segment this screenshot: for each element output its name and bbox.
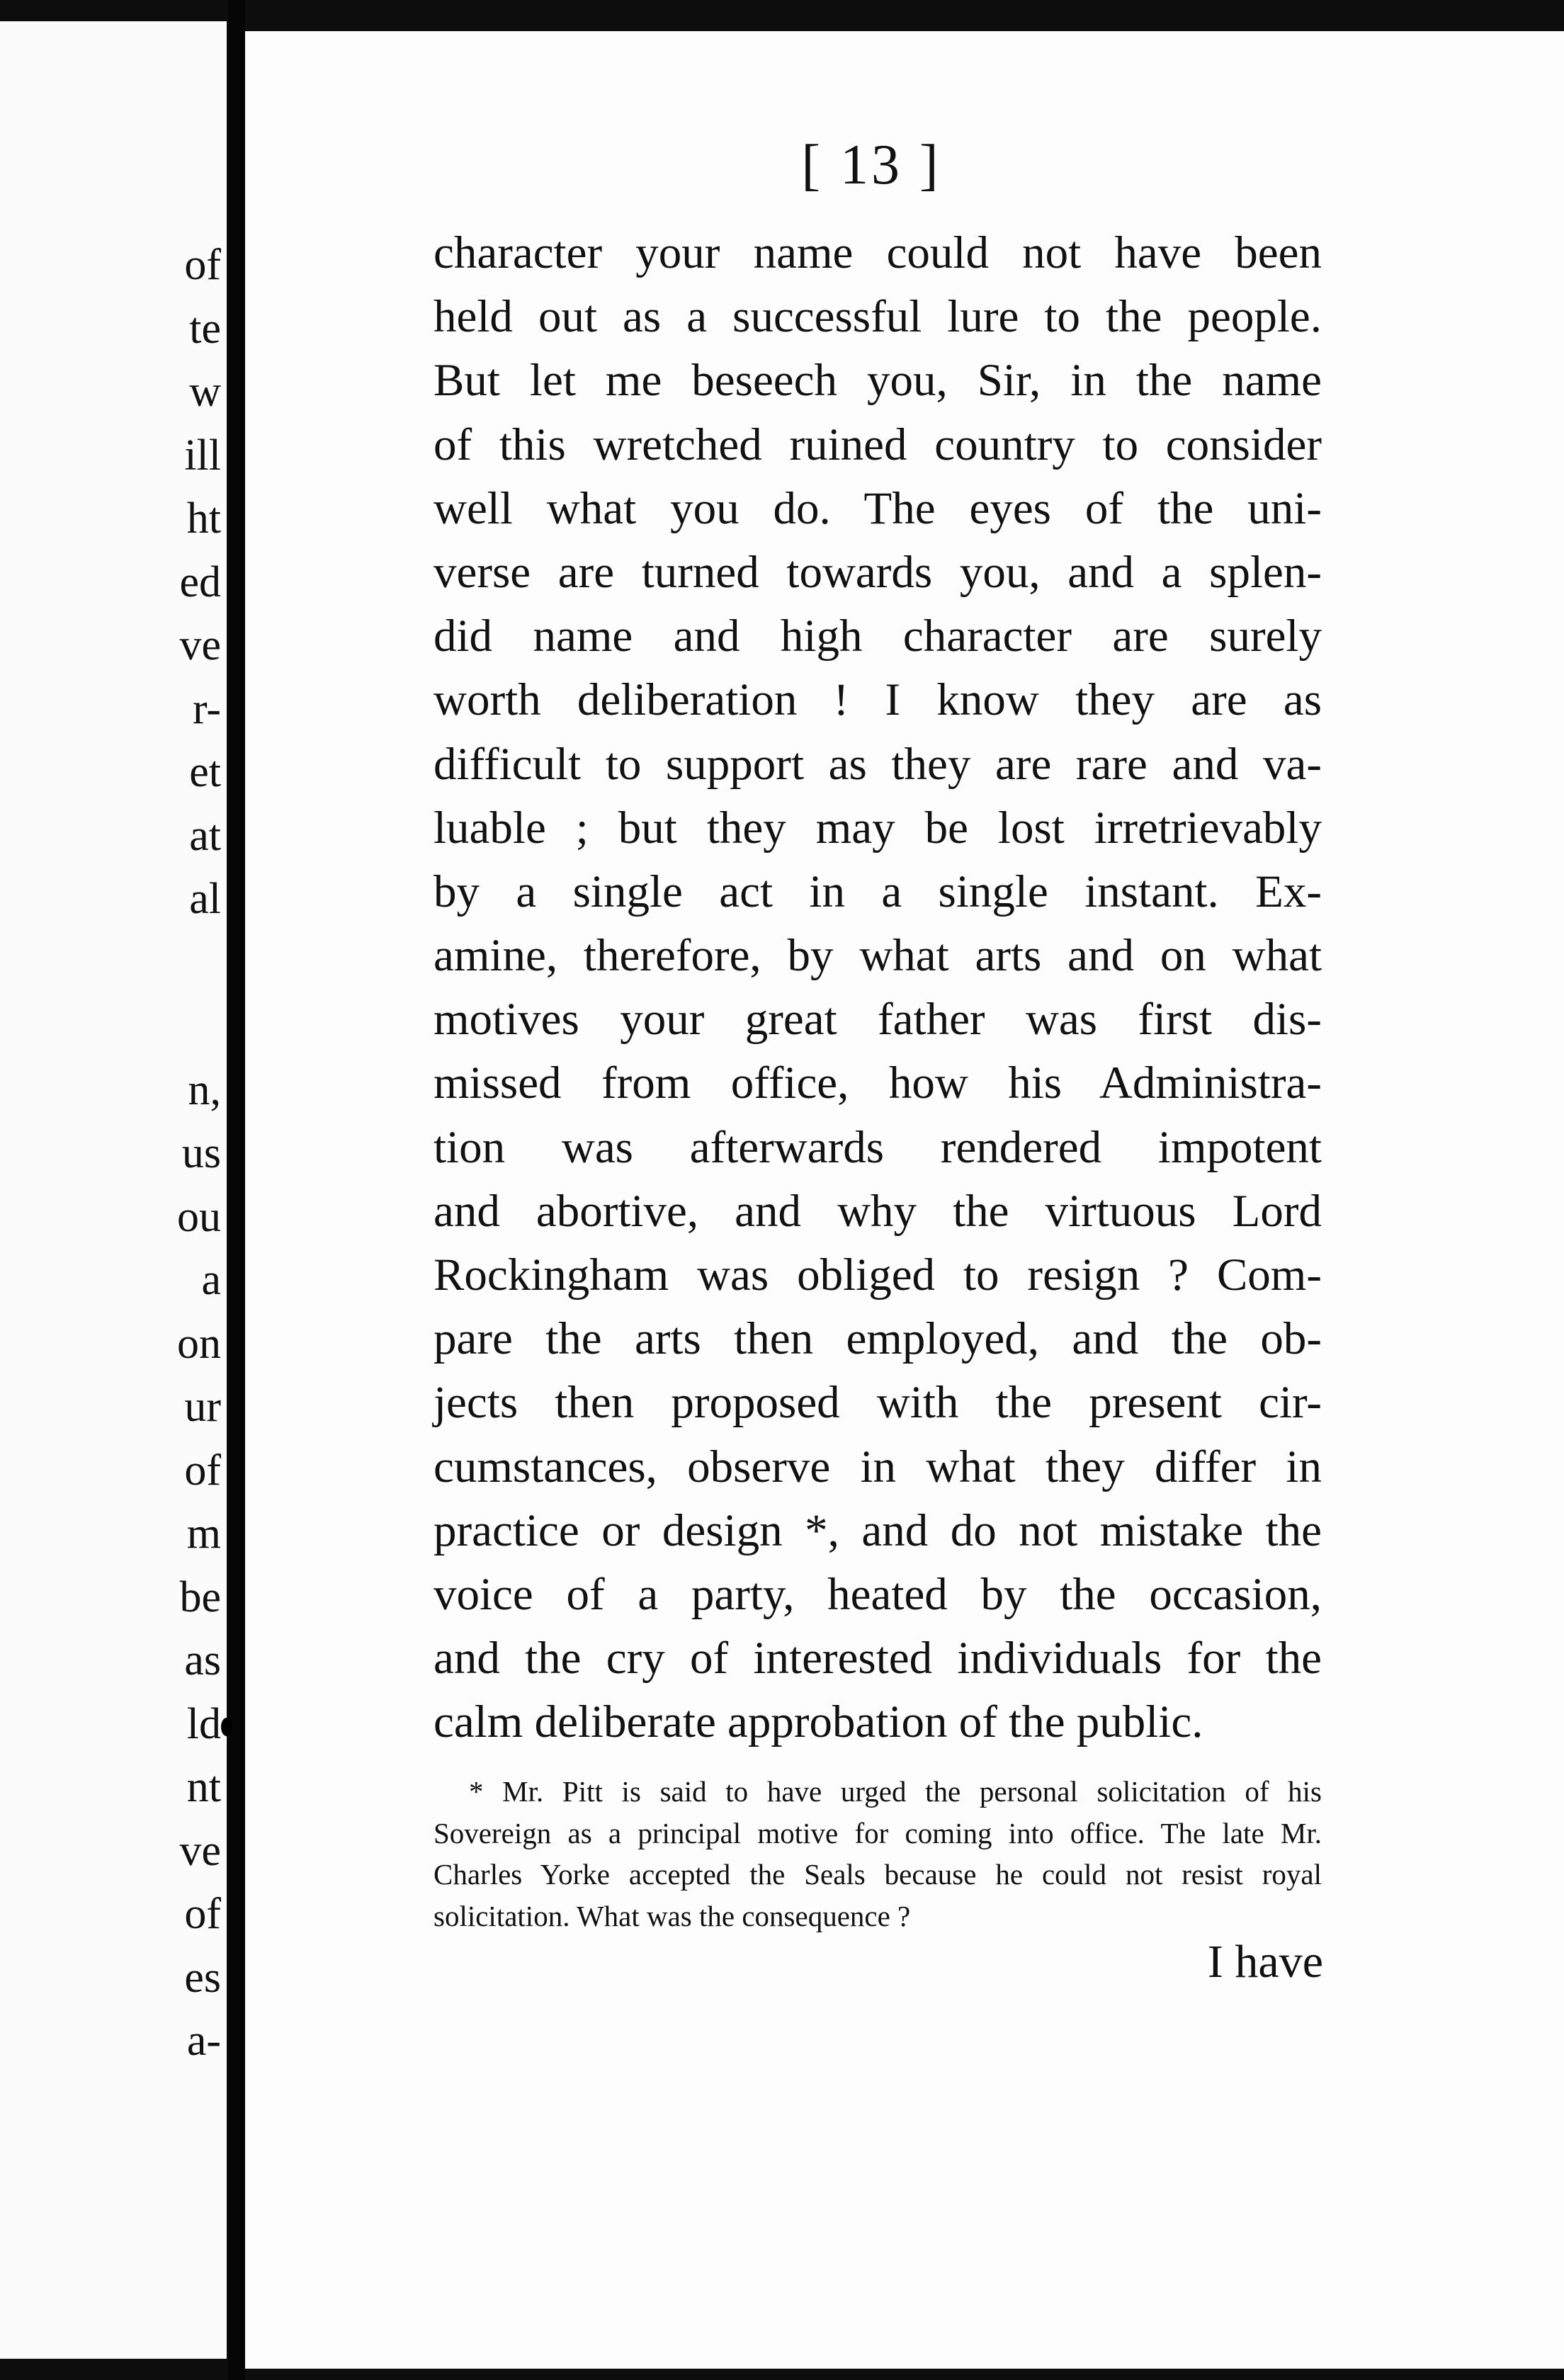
text-line: tion was afterwards rendered impotent [434,1121,1322,1173]
ink-blot [221,1718,232,1736]
left-fragment: ill [184,431,221,480]
left-fragment: ve [179,621,221,669]
left-fragment: nt [186,1763,221,1811]
left-fragment: of [184,1890,221,1938]
text-line: But let me beseech you, Sir, in the name [434,355,1322,407]
text-line: worth deliberation ! I know they are as [434,674,1322,726]
text-line: of this wretched ruined country to consider [434,419,1322,470]
footnote [434,1771,1322,1937]
text-line: calm deliberate approbation of the public. [434,1696,1203,1748]
left-fragment: ou [177,1192,221,1241]
text-line: and the cry of interested individuals for the [434,1633,1322,1684]
text-line: and abortive, and why the virtuous Lord [434,1185,1322,1237]
text-line: cumstances, observe in what they differ in [434,1441,1322,1492]
text-line: jects then proposed with the present cir- [434,1377,1322,1429]
text-line: well what you do. The eyes of the uni- [434,482,1322,534]
left-fragment: of [184,241,221,289]
left-fragment: ur [184,1383,221,1431]
text-line: luable ; but they may be lost irretrievably [434,802,1322,854]
left-fragment: ed [179,557,221,606]
left-fragment: us [181,1129,221,1177]
footnote-line: Sovereign as a principal motive for coming into office. The late Mr. [434,1816,1322,1849]
left-fragment: n, [188,1065,221,1114]
text-line: motives your great father was first dis- [434,994,1322,1046]
left-fragment: es [184,1953,221,2002]
text-line: by a single act in a single instant. Ex- [434,866,1322,917]
left-fragment: r- [192,684,221,733]
left-fragment: as [184,1636,221,1684]
left-page-text-edge [51,234,221,2073]
text-line: missed from office, how his Administra- [434,1058,1322,1109]
left-fragment: a- [186,2017,221,2065]
left-fragment: of [184,1446,221,1495]
book-gutter [228,0,245,2380]
text-line: Rockingham was obliged to resign ? Com- [434,1250,1322,1300]
left-fragment: al [189,875,221,923]
text-line: voice of a party, heated by the occasion, [434,1568,1322,1620]
left-fragment: ht [186,494,221,543]
text-line: practice or design *, and do not mistake the [434,1504,1322,1556]
catchword: I have [1207,1936,1323,1988]
left-page [0,21,227,2359]
left-fragment: be [179,1572,221,1621]
left-fragment-gap [51,931,221,1059]
text-line: pare the arts then employed, and the ob- [434,1313,1322,1365]
page-number: [ 13 ] [801,134,941,196]
footnote-line: solicitation. What was the consequence ? [434,1899,911,1932]
left-fragment: ld [186,1699,221,1748]
left-fragment: a [201,1256,221,1304]
body-text [434,221,1322,1755]
left-fragment: w [189,368,221,416]
left-fragment: et [189,748,221,796]
text-line: difficult to support as they are rare and va- [434,738,1322,790]
left-fragment: m [186,1509,221,1558]
footnote-line: * Mr. Pitt is said to have urged the personal solicitation of his [469,1775,1322,1808]
text-line: held out as a successful lure to the people. [434,291,1322,343]
text-line: verse are turned towards you, and a splen- [434,546,1322,598]
left-fragment: ve [179,1826,221,1875]
left-fragment: on [177,1319,221,1368]
left-fragment: te [189,304,221,353]
footnote-line: Charles Yorke accepted the Seals because he could not resist royal [434,1858,1322,1891]
left-fragment: at [189,811,221,860]
text-line: did name and high character are surely [434,611,1322,662]
text-line: character your name could not have been [434,227,1322,278]
text-line: amine, therefore, by what arts and on what [434,930,1322,982]
